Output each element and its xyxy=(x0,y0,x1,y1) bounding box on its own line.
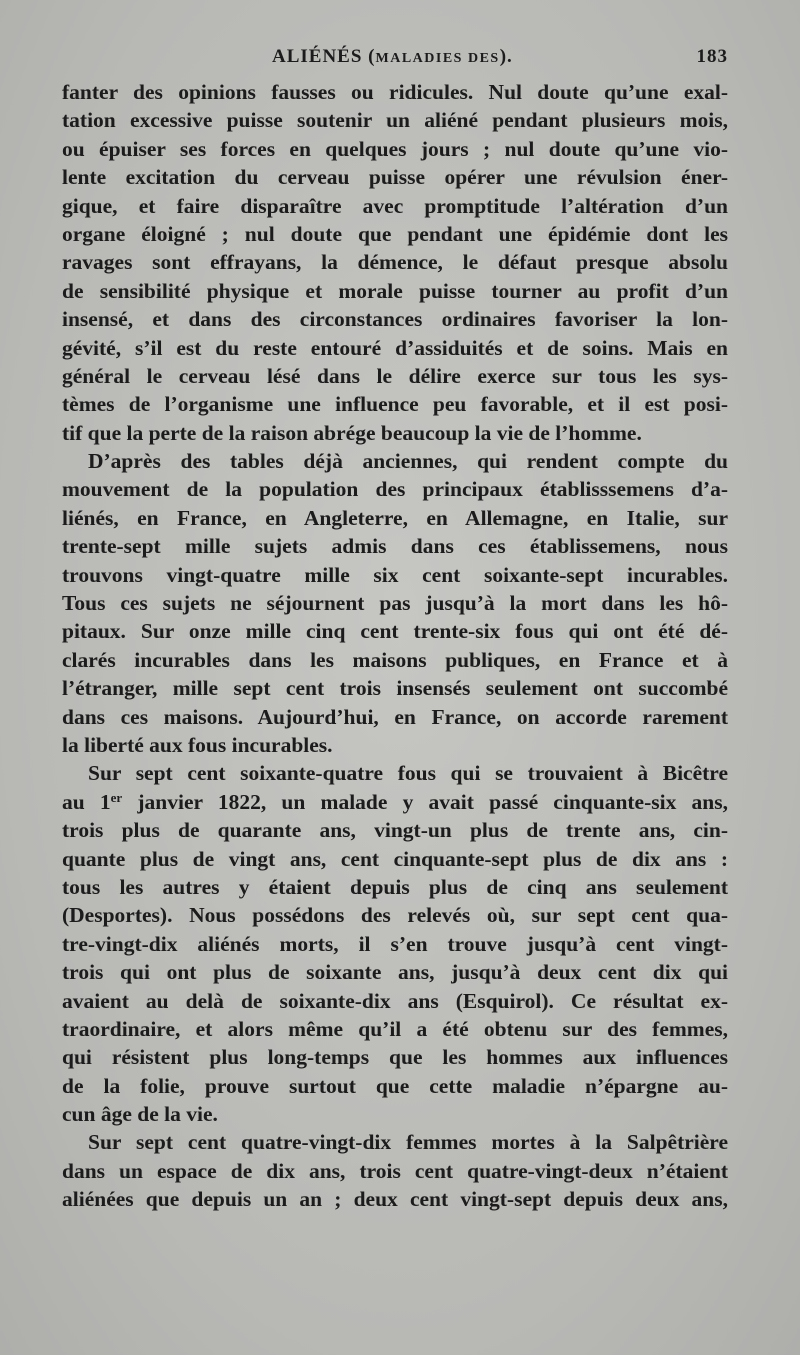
running-title-paren-open: ( xyxy=(362,46,376,67)
text-line: qui résistent plus long-temps que les hommes aux influences xyxy=(62,1045,728,1070)
running-title-paren-close: ). xyxy=(499,46,513,67)
text-line: organe éloigné ; nul doute que pendant une épidémie dont les xyxy=(62,221,728,246)
running-head xyxy=(62,46,728,76)
text-line: clarés incurables dans les maisons publiques, en France et à xyxy=(62,647,728,672)
text-line: de la folie, prouve surtout que cette maladie n’épargne au- xyxy=(62,1073,728,1098)
text-line: la liberté aux fous incurables. xyxy=(62,732,333,757)
text-line: trois qui ont plus de soixante ans, jusqu’à deux cent dix qui xyxy=(62,960,728,985)
text-line: tation excessive puisse soutenir un aliéné pendant plusieurs mois, xyxy=(62,108,728,133)
running-title-main: ALIÉNÉS xyxy=(272,46,363,67)
page-number: 183 xyxy=(696,46,728,67)
text-line: Tous ces sujets ne séjournent pas jusqu’à la mort dans les hô- xyxy=(62,591,728,616)
running-title xyxy=(272,46,513,68)
text-line: Sur sept cent soixante-quatre fous qui se trouvaient à Bicêtre xyxy=(88,761,728,786)
text-line: gévité, s’il est du reste entouré d’assiduités et de soins. Mais en xyxy=(62,335,728,360)
text-line: avaient au delà de soixante-dix ans (Esquirol). Ce résultat ex- xyxy=(62,988,728,1013)
body-text xyxy=(62,78,728,1214)
text-line: ravages sont effrayans, la démence, le défaut presque absolu xyxy=(62,250,728,275)
text-fragment: janvier 1822, un malade y avait passé cinquante-six ans, xyxy=(122,789,728,814)
text-line: ou épuiser ses forces en quelques jours ; nul doute qu’une vio- xyxy=(62,136,728,161)
text-line: tif que la perte de la raison abrége beaucoup la vie de l’homme. xyxy=(62,420,642,445)
text-line: pitaux. Sur onze mille cinq cent trente-six fous qui ont été dé- xyxy=(62,619,728,644)
text-line: trouvons vingt-quatre mille six cent soixante-sept incurables. xyxy=(62,562,728,587)
text-line: lente excitation du cerveau puisse opérer une révulsion éner- xyxy=(62,165,728,190)
text-line: mouvement de la population des principaux établisssemens d’a- xyxy=(62,477,728,502)
text-fragment: au 1 xyxy=(62,789,111,814)
text-line: de sensibilité physique et morale puisse tourner au profit d’un xyxy=(62,278,728,303)
text-line: Sur sept cent quatre-vingt-dix femmes mortes à la Salpêtrière xyxy=(88,1130,728,1155)
text-line: liénés, en France, en Angleterre, en Allemagne, en Italie, sur xyxy=(62,505,728,530)
text-line: dans un espace de dix ans, trois cent quatre-vingt-deux n’étaient xyxy=(62,1158,728,1183)
text-line: cun âge de la vie. xyxy=(62,1102,218,1127)
text-line: insensé, et dans des circonstances ordinaires favoriser la lon- xyxy=(62,307,728,332)
text-line: fanter des opinions fausses ou ridicules. Nul doute qu’une exal- xyxy=(62,80,728,104)
text-line: l’étranger, mille sept cent trois insensés seulement ont succombé xyxy=(62,676,728,701)
text-line: traordinaire, et alors même qu’il a été obtenu sur des femmes, xyxy=(62,1016,728,1041)
text-line: gique, et faire disparaître avec promptitude l’altération d’un xyxy=(62,193,728,218)
text-line: (Desportes). Nous possédons des relevés où, sur sept cent qua- xyxy=(62,903,728,928)
text-line: tèmes de l’organisme une influence peu favorable, et il est posi- xyxy=(62,392,728,417)
text-line-with-superscript xyxy=(62,788,728,816)
text-line: trente-sept mille sujets admis dans ces établissemens, nous xyxy=(62,534,728,559)
superscript: er xyxy=(110,789,123,805)
running-title-small-caps: MALADIES DES xyxy=(375,51,500,66)
text-line: aliénées que depuis un an ; deux cent vingt-sept depuis deux ans, xyxy=(62,1187,728,1212)
text-line: tre-vingt-dix aliénés morts, il s’en trouve jusqu’à cent vingt- xyxy=(62,931,728,956)
text-line: D’après des tables déjà anciennes, qui rendent compte du xyxy=(88,449,728,474)
text-line: tous les autres y étaient depuis plus de cinq ans seulement xyxy=(62,874,728,899)
text-line: trois plus de quarante ans, vingt-un plus de trente ans, cin- xyxy=(62,818,728,843)
text-line: général le cerveau lésé dans le délire exerce sur tous les sys- xyxy=(62,363,728,388)
text-line: dans ces maisons. Aujourd’hui, en France, on accorde rarement xyxy=(62,704,728,729)
text-line: quante plus de vingt ans, cent cinquante-sept plus de dix ans : xyxy=(62,846,728,871)
